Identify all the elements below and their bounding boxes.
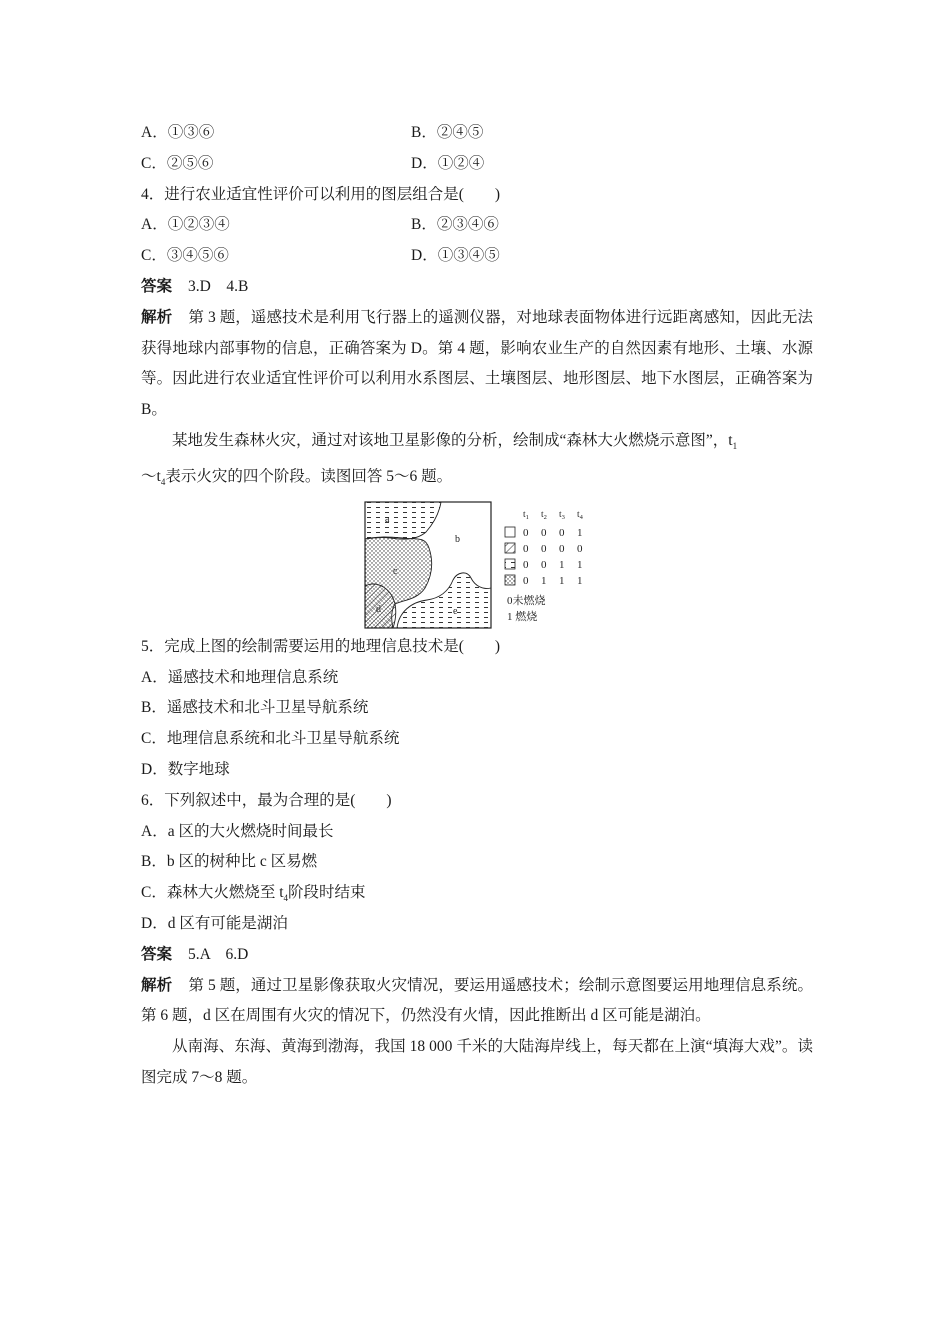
q4-options-row-1 — [141, 210, 813, 241]
intro-5-6-text-3: 表示火灾的四个阶段。读图回答 5～6 题。 — [165, 467, 453, 485]
analysis-text-2: 第 5 题，通过卫星影像获取火灾情况，要运用遥感技术；绘制示意图要运用地理信息系统。第 6 题，d 区在周围有火灾的情况下，仍然没有火情，因此推断出 d 区可能是湖泊。 — [141, 976, 813, 1025]
q3-option-c: C．②⑤⑥ — [141, 154, 214, 172]
q3-options-row-1 — [141, 118, 813, 149]
intro-5-6-text-1: 某地发生森林火灾，通过对该地卫星影像的分析，绘制成“森林大火燃烧示意图”，t — [172, 431, 733, 449]
legend-value-r0-c1: 0 — [541, 526, 547, 539]
q6-option-c-text-1: C．森林大火燃烧至 t — [141, 884, 284, 902]
document-page — [141, 118, 813, 1094]
answer-text-2: 5.A 6.D — [188, 945, 249, 963]
region-label-e: e — [453, 605, 458, 617]
legend-value-r2-c3: 1 — [577, 558, 583, 571]
answer-label: 答案 — [141, 277, 173, 295]
q4-option-a: A．①②③④ — [141, 216, 230, 234]
legend-swatch-dash — [505, 559, 515, 569]
legend-value-r0-c0: 0 — [523, 526, 529, 539]
q5-option-b: B．遥感技术和北斗卫星导航系统 — [141, 699, 369, 717]
legend-value-r1-c1: 0 — [541, 542, 547, 555]
legend — [505, 510, 584, 623]
analysis-3-4 — [141, 303, 813, 426]
legend-note-1: 1 燃烧 — [507, 610, 538, 623]
q5-option-a: A．遥感技术和地理信息系统 — [141, 668, 339, 686]
q3-option-a: A．①③⑥ — [141, 124, 215, 141]
q6-option-c — [141, 878, 813, 909]
answer-label-2: 答案 — [141, 945, 173, 963]
legend-value-r3-c2: 1 — [559, 574, 565, 587]
legend-value-r3-c0: 0 — [523, 574, 529, 587]
answer-text: 3.D 4.B — [188, 277, 249, 295]
legend-note-0: 0未燃烧 — [507, 594, 546, 607]
legend-value-r2-c2: 1 — [559, 558, 565, 571]
legend-value-r2-c0: 0 — [523, 558, 529, 571]
legend-header-t1: $t_1$ — [523, 509, 529, 521]
q6-option-a: A．a 区的大火燃烧时间最长 — [141, 822, 334, 840]
q4-option-b: B．②③④⑥ — [411, 216, 499, 234]
legend-swatch-hatch — [505, 543, 515, 553]
forest-fire-svg — [141, 500, 813, 632]
q5-option-c: C．地理信息系统和北斗卫星导航系统 — [141, 730, 400, 748]
legend-swatch-dots — [505, 575, 515, 585]
legend-values — [523, 527, 583, 587]
legend-value-r2-c1: 0 — [541, 558, 547, 571]
q3-option-b: B．②④⑤ — [411, 124, 484, 141]
legend-value-r1-c0: 0 — [523, 542, 529, 555]
forest-fire-diagram — [141, 500, 813, 632]
legend-value-r3-c1: 1 — [541, 574, 547, 587]
answer-5-6 — [141, 940, 813, 971]
legend-value-r0-c2: 0 — [559, 526, 565, 539]
q3-option-d: D．①②④ — [411, 154, 485, 172]
region-label-b: b — [455, 533, 460, 545]
legend-swatch-blank — [505, 527, 515, 537]
legend-header-t2: $t_2$ — [541, 509, 547, 521]
analysis-5-6 — [141, 971, 813, 1033]
region-label-c: c — [393, 565, 398, 577]
region-label-d: d — [376, 603, 381, 615]
region-label-a: a — [385, 513, 390, 525]
q6-option-c-sub: 4 — [283, 893, 289, 904]
legend-value-r0-c3: 1 — [577, 526, 583, 539]
legend-value-r3-c3: 1 — [577, 574, 583, 587]
intro-5-6-sub-2: 4 — [160, 476, 166, 487]
q4-option-d: D．①③④⑤ — [411, 247, 500, 265]
analysis-label: 解析 — [141, 308, 173, 326]
q6-option-d: D．d 区有可能是湖泊 — [141, 914, 288, 932]
q5-option-d: D．数字地球 — [141, 760, 230, 778]
analysis-text: 第 3 题，遥感技术是利用飞行器上的遥测仪器，对地球表面物体进行远距离感知，因此无法获得地球内部事物的信息，正确答案为 D。第 4 题，影响农业生产的自然因素有地形、土壤、水源等。因此进行农业适宜性评价可以利用水系图层、土壤图层、地形图层、地下水图层，正确答案为 B。 — [141, 308, 813, 419]
intro-5-6-text-2: ～t — [141, 467, 161, 485]
q3-options-row-2 — [141, 149, 813, 180]
q6-stem: 6．下列叙述中，最为合理的是( ) — [141, 791, 392, 809]
answer-3-4 — [141, 272, 813, 303]
intro-5-6-sub-1: 1 — [732, 441, 738, 452]
analysis-label-2: 解析 — [141, 976, 173, 994]
intro-5-6 — [141, 426, 813, 498]
legend-value-r1-c3: 0 — [577, 542, 583, 555]
q4-option-c: C．③④⑤⑥ — [141, 247, 229, 265]
legend-header-t3: $t_3$ — [559, 509, 565, 521]
q4-options-row-2 — [141, 241, 813, 272]
q6-option-c-text-2: 阶段时结束 — [288, 884, 366, 902]
q4-stem: 4．进行农业适宜性评价可以利用的图层组合是( ) — [141, 185, 501, 203]
q6-option-b: B．b 区的树种比 c 区易燃 — [141, 853, 318, 871]
legend-header-t4: $t_4$ — [577, 509, 583, 521]
intro-7-8: 从南海、东海、黄海到渤海，我国 18 000 千米的大陆海岸线上，每天都在上演“填海大戏”。读图完成 7～8 题。 — [141, 1038, 813, 1086]
q5-stem: 5．完成上图的绘制需要运用的地理信息技术是( ) — [141, 637, 501, 655]
legend-value-r1-c2: 0 — [559, 542, 565, 555]
